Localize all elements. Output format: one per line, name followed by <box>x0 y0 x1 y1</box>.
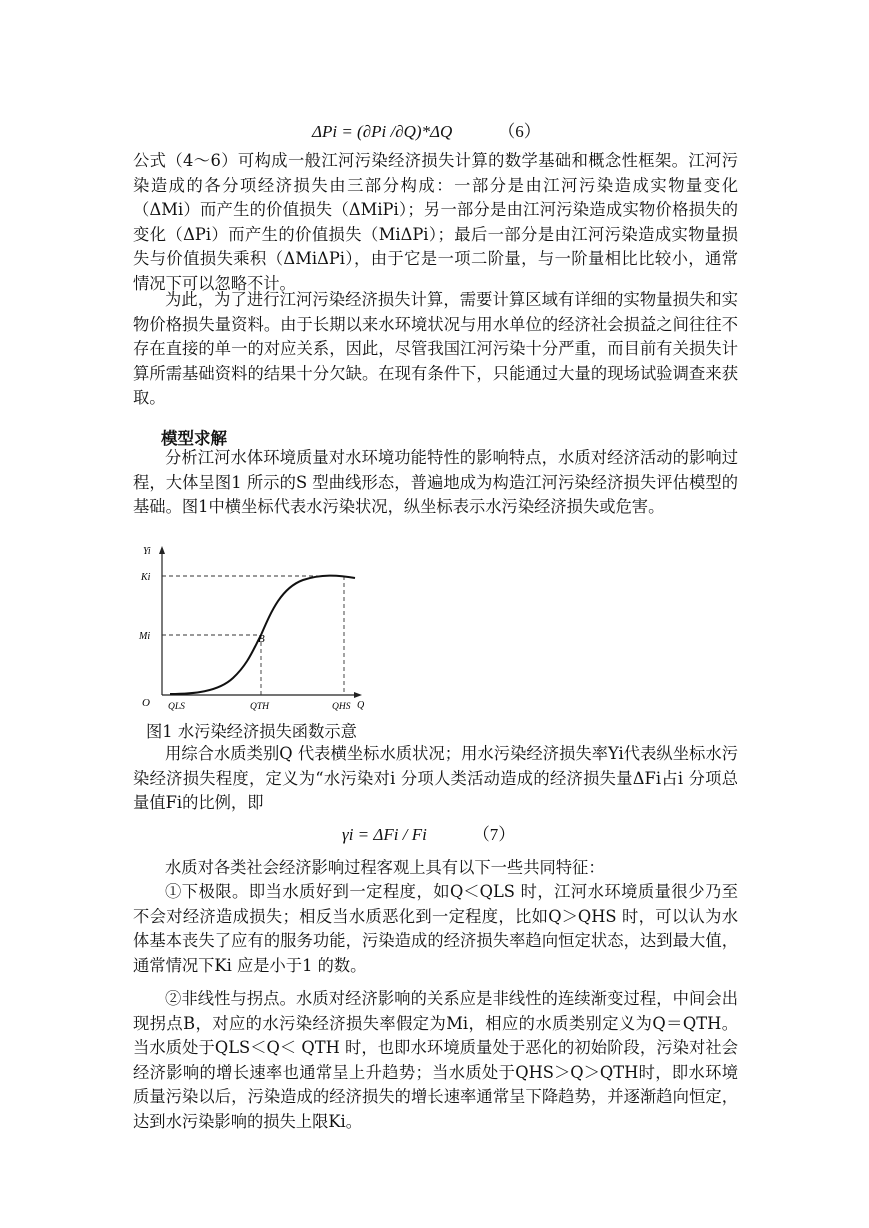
paragraph-formula-framework: 公式（4～6）可构成一般江河污染经济损失计算的数学基础和概念性框架。江河污染造成的各分项经济损失由三部分构成：一部分是由江河污染造成实物量变化（ΔMi）而产生的价值损失（ΔMiPi）；另一部分是由江河污染造成实物价格损失的变化（ΔPi）而产生的价值损失（MiΔPi）；最后一部分是由江河污染造成实物量损失与价值损失乘积（ΔMiΔPi），由于它是一项二阶量，与一阶量相比比较小，通常情况下可以忽略不计。 <box>133 151 738 293</box>
paragraph-model-analysis: 分析江河水体环境质量对水环境功能特性的影响特点，水质对经济活动的影响过程，大体呈图1 所示的S 型曲线形态，普遍地成为构造江河污染经济损失评估模型的基础。图1中横坐标代表水污染状况，纵坐标表示水污染经济损失或危害。 <box>133 448 738 517</box>
ki-tick-label: Ki <box>141 572 151 583</box>
qth-tick-label: QTH <box>250 702 270 712</box>
paragraph-data-requirement: 为此，为了进行江河污染经济损失计算，需要计算区域有详细的实物量损失和实物价格损失量资料。由于长期以来水环境状况与用水单位的经济社会损益之间往往不存在直接的单一的对应关系，因此，尽管我国江河污染十分严重，而目前有关损失计算所需基础资料的结果十分欠缺。在现有条件下，只能通过大量的现场试验调查来获取。 <box>133 290 738 408</box>
s-curve-figure <box>133 540 363 718</box>
y-axis-arrow <box>159 546 165 554</box>
paragraph-nonlinearity: ②非线性与拐点。水质对经济影响的关系应是非线性的连续渐变过程，中间会出现拐点B，对应的水污染经济损失率假定为Mi，相应的水质类别定义为Q＝QTH。当水质处于QLS＜Q＜ QTH 时，也即水环境质量处于恶化的初始阶段，污染对社会经济影响的增长速率也通常呈上升趋势；当水质处于QHS＞Q＞QTH时，即水环境质量污染以后，污染造成的经济损失的增长速率通常呈下降趋势，并逐渐趋向恒定，达到水污染影响的损失上限Ki。 <box>133 989 738 1131</box>
paragraph-definition: 用综合水质类别Q 代表横坐标水质状况；用水污染经济损失率Yi代表纵坐标水污染经济损失程度，定义为“水污染对i 分项人类活动造成的经济损失量ΔFi占i 分项总量值Fi的比例，即 <box>133 744 738 813</box>
figure-caption: 图1 水污染经济损失函数示意 <box>146 722 357 741</box>
section-heading: 模型求解 <box>161 429 227 448</box>
formula-6-expression: ΔPi = (∂Pi /∂Q)*ΔQ <box>312 122 453 141</box>
x-axis-arrow <box>354 692 362 698</box>
x-axis-label: Q <box>357 700 365 711</box>
formula-6-number: （6） <box>498 122 541 141</box>
paragraph-lower-limit: ①下极限。即当水质好到一定程度，如Q＜QLS 时，江河水环境质量很少乃至不会对经济造成损失；相反当水质恶化到一定程度，比如Q＞QHS 时，可以认为水体基本丧失了应有的服务功能，污染造成的经济损失率趋向恒定状态，达到最大值，通常情况下Ki 应是小于1 的数。 <box>133 882 738 975</box>
inflection-point-label: B <box>258 633 265 645</box>
y-axis-label: Yi <box>143 546 151 557</box>
formula-7 <box>342 820 515 845</box>
formula-6 <box>312 117 541 142</box>
qhs-tick-label: QHS <box>332 702 351 712</box>
paragraph-common-features: 水质对各类社会经济影响过程客观上具有以下一些共同特征： <box>165 858 605 877</box>
origin-label: O <box>142 697 150 709</box>
mi-tick-label: Mi <box>139 631 151 642</box>
formula-7-expression: γi = ΔFi / Fi <box>342 825 427 844</box>
formula-7-number: （7） <box>472 825 516 844</box>
qls-tick-label: QLS <box>168 702 185 712</box>
